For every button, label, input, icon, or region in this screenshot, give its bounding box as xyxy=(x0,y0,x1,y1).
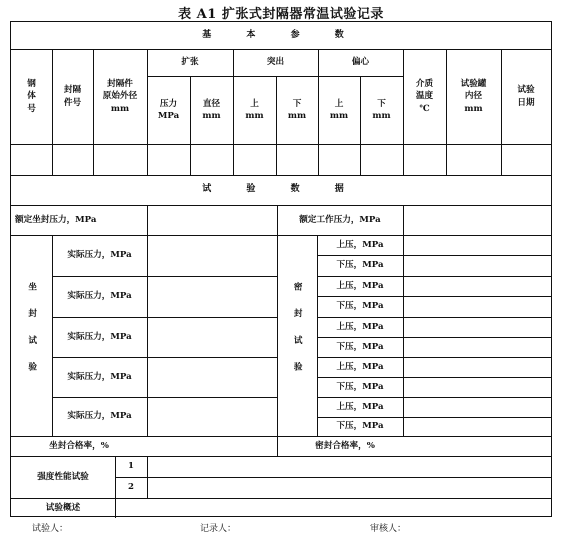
col-pipe-no: 钢 体 号 xyxy=(27,78,36,114)
col-protrude: 突出 xyxy=(266,57,285,68)
col-tank-id: 试验罐 内径 mm xyxy=(460,78,487,114)
seal-row-7: 上压，MPa xyxy=(336,361,384,372)
col-packer-od: 封隔件 原始外径 mm xyxy=(102,78,138,114)
seal-row-5: 上压，MPa xyxy=(336,321,384,332)
col-diameter: 直径 mm xyxy=(202,98,221,121)
actual-pressure-1: 实际压力，MPa xyxy=(67,250,132,261)
col-eccentric: 偏心 xyxy=(351,57,370,68)
seal-row-3: 上压，MPa xyxy=(336,280,384,291)
seal-row-8: 下压，MPa xyxy=(336,381,384,392)
col-eccentric-up: 上 mm xyxy=(329,98,349,121)
actual-pressure-4: 实际压力，MPa xyxy=(67,371,132,382)
col-eccentric-down: 下 mm xyxy=(372,98,391,121)
test-summary-label: 试验概述 xyxy=(45,502,81,513)
strength-row-1: 1 xyxy=(128,461,134,472)
col-expand: 扩张 xyxy=(181,57,199,68)
actual-pressure-2: 实际压力，MPa xyxy=(67,291,132,302)
seat-pass-rate-label: 坐封合格率，% xyxy=(49,440,109,451)
col-protrude-down: 下 mm xyxy=(287,98,307,121)
seal-row-2: 下压，MPa xyxy=(336,260,384,271)
seal-row-4: 下压，MPa xyxy=(336,301,384,312)
seat-test-label: 坐封试验 xyxy=(26,282,37,389)
tester-label: 试验人： xyxy=(32,524,69,534)
seal-row-10: 下压，MPa xyxy=(336,421,384,432)
recorder-label: 记录人： xyxy=(200,524,237,534)
rated-seat-pressure-label: 额定坐封压力，MPa xyxy=(15,214,97,225)
actual-pressure-3: 实际压力，MPa xyxy=(67,331,132,342)
section-basic-params: 基 本 参 数 xyxy=(202,29,360,40)
col-pressure: 压力 MPa xyxy=(157,98,180,121)
reviewer-label: 审核人： xyxy=(370,524,407,534)
test-record-form xyxy=(10,21,552,517)
page-title: 表 A1 扩张式封隔器常温试验记录 xyxy=(178,7,384,22)
seal-row-1: 上压，MPa xyxy=(336,239,384,250)
seal-pass-rate-label: 密封合格率，% xyxy=(315,440,375,451)
actual-pressure-5: 实际压力，MPa xyxy=(67,411,132,422)
seal-test-label: 密封试验 xyxy=(292,282,303,389)
seal-row-9: 上压，MPa xyxy=(336,401,384,412)
col-protrude-up: 上 mm xyxy=(245,98,264,121)
col-medium-temp: 介质 温度 ℃ xyxy=(415,78,434,114)
section-test-data: 试 验 数 据 xyxy=(202,184,360,195)
seal-row-6: 下压，MPa xyxy=(336,341,384,352)
strength-test-label: 强度性能试验 xyxy=(37,471,89,482)
rated-work-pressure-label: 额定工作压力，MPa xyxy=(299,214,381,225)
col-packer-no: 封隔 件号 xyxy=(63,85,82,108)
col-test-date: 试验 日期 xyxy=(517,85,535,108)
strength-row-2: 2 xyxy=(128,482,134,493)
